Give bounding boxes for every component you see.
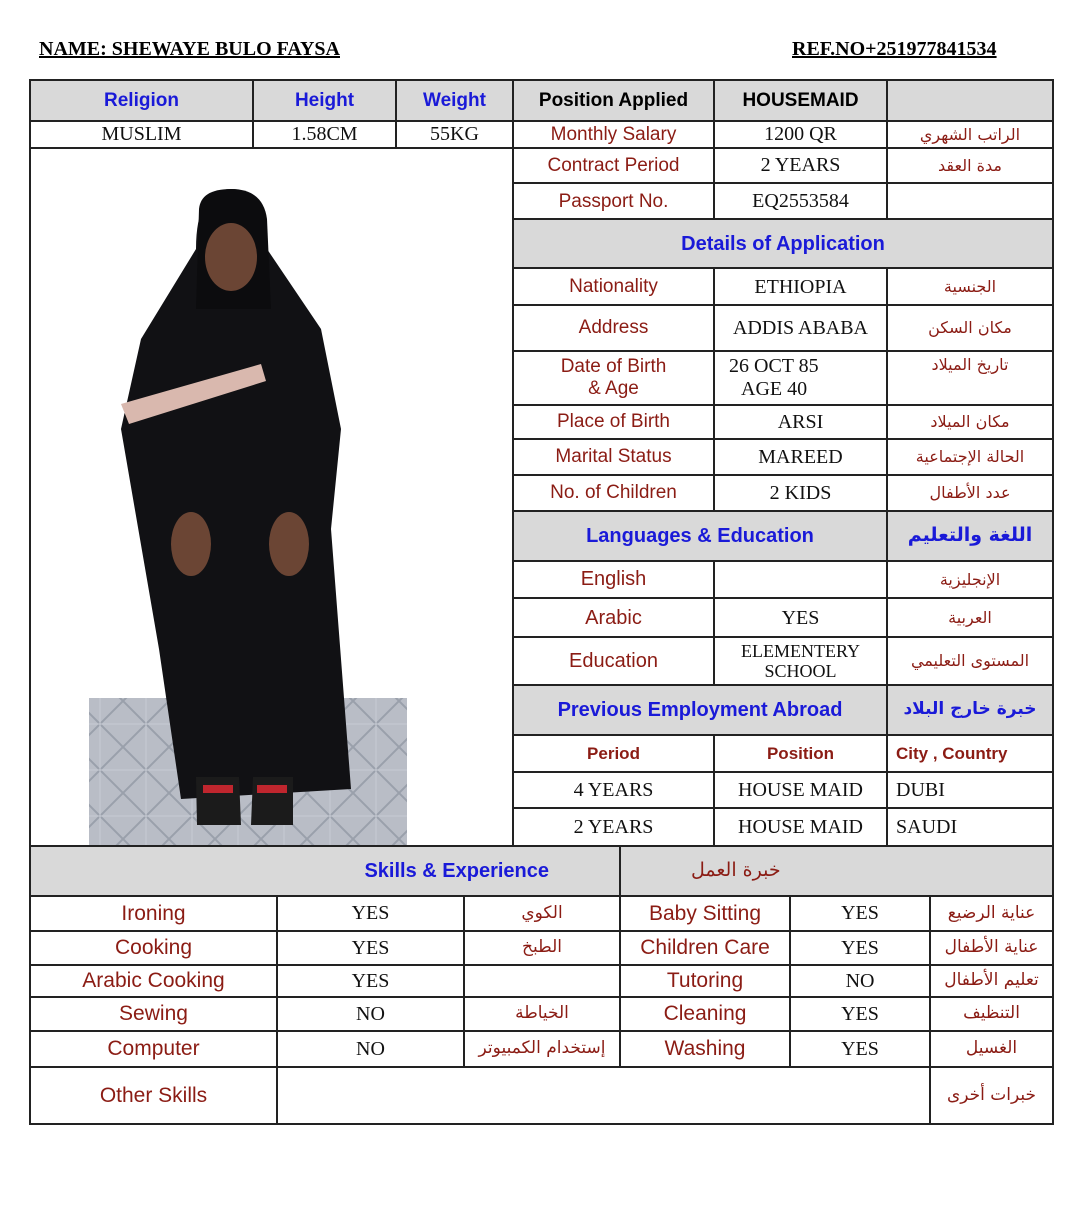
passport-value: EQ2553584 xyxy=(714,183,887,219)
candidate-info-table xyxy=(29,79,1054,847)
other-skills-label: Other Skills xyxy=(30,1067,277,1124)
children-value: 2 KIDS xyxy=(714,475,887,511)
position-applied-value: HOUSEMAID xyxy=(714,80,887,121)
religion-value: MUSLIM xyxy=(30,121,253,148)
skill-cooking-ar: الطبخ xyxy=(464,931,620,965)
monthly-salary-ar: الراتب الشهري xyxy=(887,121,1053,148)
skill-washing-label: Washing xyxy=(620,1031,790,1067)
date-of-birth-label xyxy=(513,351,714,405)
place-of-birth-value: ARSI xyxy=(714,405,887,439)
skill-tutoring-ar: تعليم الأطفال xyxy=(930,965,1053,997)
skill-washing-value: YES xyxy=(790,1031,930,1067)
skills-section-title-ar: خبرة العمل xyxy=(620,846,1053,896)
arabic-value: YES xyxy=(714,598,887,637)
skill-baby-sitting-ar: عناية الرضيع xyxy=(930,896,1053,931)
skill-cleaning-label: Cleaning xyxy=(620,997,790,1031)
skill-tutoring-value: NO xyxy=(790,965,930,997)
marital-status-ar: الحالة الإجتماعية xyxy=(887,439,1053,475)
details-section-title: Details of Application xyxy=(513,219,1053,268)
weight-header: Weight xyxy=(396,80,513,121)
monthly-salary-label: Monthly Salary xyxy=(513,121,714,148)
passport-blank xyxy=(887,183,1053,219)
place-of-birth-ar: مكان الميلاد xyxy=(887,405,1053,439)
contract-period-value: 2 YEARS xyxy=(714,148,887,183)
candidate-name: NAME: SHEWAYE BULO FAYSA xyxy=(39,38,340,60)
employment-section-title: Previous Employment Abroad xyxy=(513,685,887,734)
languages-section-title: Languages & Education xyxy=(513,511,887,561)
skill-sewing-value: NO xyxy=(277,997,464,1031)
employment-row-1-period: 4 YEARS xyxy=(513,772,714,808)
skill-sewing-ar: الخياطة xyxy=(464,997,620,1031)
dob-label-line2: & Age xyxy=(588,377,639,399)
employment-city-header: City , Country xyxy=(887,735,1053,772)
arabic-ar: العربية xyxy=(887,598,1053,637)
skill-cleaning-value: YES xyxy=(790,997,930,1031)
position-applied-blank xyxy=(887,80,1053,121)
reference-number: REF.NO+251977841534 xyxy=(792,38,997,60)
position-applied-label: Position Applied xyxy=(513,80,714,121)
arabic-label: Arabic xyxy=(513,598,714,637)
skill-baby-sitting-value: YES xyxy=(790,896,930,931)
employment-period-header: Period xyxy=(513,735,714,772)
skill-washing-ar: الغسيل xyxy=(930,1031,1053,1067)
candidate-photo-image xyxy=(31,149,511,845)
languages-section-title-ar: اللغة والتعليم xyxy=(887,511,1053,561)
english-label: English xyxy=(513,561,714,598)
skill-cooking-value: YES xyxy=(277,931,464,965)
height-header: Height xyxy=(253,80,396,121)
contract-period-label: Contract Period xyxy=(513,148,714,183)
skill-ironing-ar: الكوي xyxy=(464,896,620,931)
contract-period-ar: مدة العقد xyxy=(887,148,1053,183)
address-label: Address xyxy=(513,305,714,350)
candidate-photo xyxy=(30,148,513,846)
weight-value: 55KG xyxy=(396,121,513,148)
place-of-birth-label: Place of Birth xyxy=(513,405,714,439)
skill-cooking-label: Cooking xyxy=(30,931,277,965)
education-label: Education xyxy=(513,637,714,685)
address-value: ADDIS ABABA xyxy=(714,305,887,350)
children-ar: عدد الأطفال xyxy=(887,475,1053,511)
address-ar: مكان السكن xyxy=(887,305,1053,350)
nationality-ar: الجنسية xyxy=(887,268,1053,305)
skill-arabic-cooking-value: YES xyxy=(277,965,464,997)
marital-status-value: MAREED xyxy=(714,439,887,475)
skill-arabic-cooking-label: Arabic Cooking xyxy=(30,965,277,997)
skill-tutoring-label: Tutoring xyxy=(620,965,790,997)
religion-header: Religion xyxy=(30,80,253,121)
education-ar: المستوى التعليمي xyxy=(887,637,1053,685)
skill-cleaning-ar: التنظيف xyxy=(930,997,1053,1031)
employment-row-1-city: DUBI xyxy=(887,772,1053,808)
education-value xyxy=(714,637,887,685)
skill-baby-sitting-label: Baby Sitting xyxy=(620,896,790,931)
skills-table xyxy=(29,845,1054,1125)
skill-computer-value: NO xyxy=(277,1031,464,1067)
education-value-line1: ELEMENTERY xyxy=(741,641,860,662)
other-skills-ar: خبرات أخرى xyxy=(930,1067,1053,1124)
dob-value: 26 OCT 85 xyxy=(729,355,819,378)
employment-row-2-city: SAUDI xyxy=(887,808,1053,846)
date-of-birth-value xyxy=(714,351,887,405)
height-value: 1.58CM xyxy=(253,121,396,148)
monthly-salary-value: 1200 QR xyxy=(714,121,887,148)
nationality-label: Nationality xyxy=(513,268,714,305)
skill-children-care-value: YES xyxy=(790,931,930,965)
employment-position-header: Position xyxy=(714,735,887,772)
nationality-value: ETHIOPIA xyxy=(714,268,887,305)
skill-computer-ar: إستخدام الكمبيوتر xyxy=(464,1031,620,1067)
children-label: No. of Children xyxy=(513,475,714,511)
skill-ironing-value: YES xyxy=(277,896,464,931)
employment-row-2-position: HOUSE MAID xyxy=(714,808,887,846)
english-value xyxy=(714,561,887,598)
passport-label: Passport No. xyxy=(513,183,714,219)
skill-arabic-cooking-ar xyxy=(464,965,620,997)
date-of-birth-ar: تاريخ الميلاد xyxy=(887,351,1053,405)
employment-section-title-ar: خبرة خارج البلاد xyxy=(887,685,1053,734)
skill-computer-label: Computer xyxy=(30,1031,277,1067)
english-ar: الإنجليزية xyxy=(887,561,1053,598)
skill-children-care-ar: عناية الأطفال xyxy=(930,931,1053,965)
skill-ironing-label: Ironing xyxy=(30,896,277,931)
skill-children-care-label: Children Care xyxy=(620,931,790,965)
employment-row-1-position: HOUSE MAID xyxy=(714,772,887,808)
employment-row-2-period: 2 YEARS xyxy=(513,808,714,846)
other-skills-value xyxy=(277,1067,930,1124)
marital-status-label: Marital Status xyxy=(513,439,714,475)
dob-label-line1: Date of Birth xyxy=(560,356,667,378)
age-value: AGE 40 xyxy=(741,377,808,400)
education-value-line2: SCHOOL xyxy=(764,661,837,682)
skill-sewing-label: Sewing xyxy=(30,997,277,1031)
skills-section-title: Skills & Experience xyxy=(30,846,620,896)
